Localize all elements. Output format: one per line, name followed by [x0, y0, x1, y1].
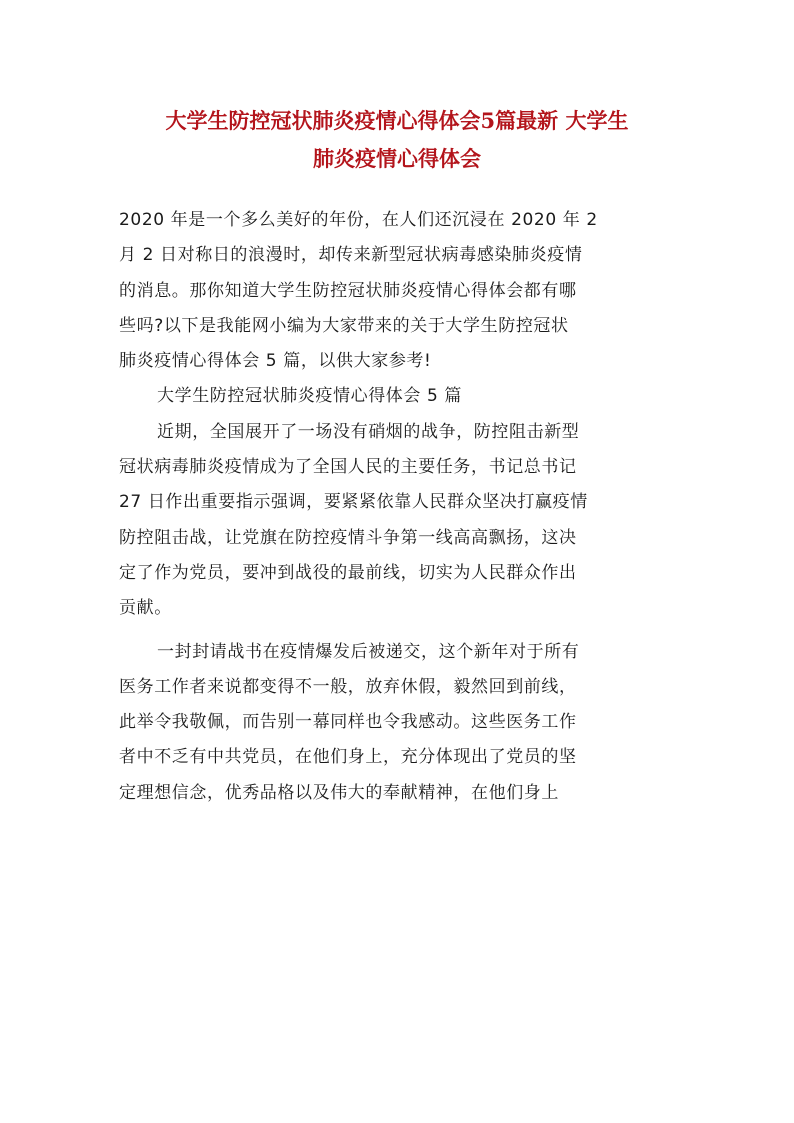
- text-line: 肺炎疫情心得体会 5 篇，以供大家参考!: [119, 351, 432, 372]
- text-line: 一封封请战书在疫情爆发后被递交，这个新年对于所有: [157, 641, 580, 662]
- text-line: 此举令我敬佩，而告别一幕同样也令我感动。这些医务工作: [119, 712, 577, 733]
- paragraph-1: [119, 415, 679, 627]
- document-title: [100, 102, 694, 178]
- text-line: 的消息。那你知道大学生防控冠状肺炎疫情心得体会都有哪: [119, 280, 577, 301]
- document-body: [119, 203, 679, 811]
- text-line: 贡献。: [119, 598, 172, 619]
- text-line: 近期，全国展开了一场没有硝烟的战争，防控阻击新型: [157, 421, 580, 442]
- text-line: 定了作为党员，要冲到战役的最前线，切实为人民群众作出: [119, 562, 577, 583]
- text-line: 冠状病毒肺炎疫情成为了全国人民的主要任务，书记总书记: [119, 457, 577, 478]
- title-line: 肺炎疫情心得体会: [313, 146, 481, 171]
- text-line: 些吗?以下是我能网小编为大家带来的关于大学生防控冠状: [119, 315, 569, 336]
- text-line: 防控阻击战，让党旗在防控疫情斗争第一线高高飘扬，这决: [119, 527, 577, 548]
- text-line: 2020 年是一个多么美好的年份，在人们还沉浸在 2020 年 2: [119, 210, 598, 230]
- text-line: 月 2 日对称日的浪漫时，却传来新型冠状病毒感染肺炎疫情: [119, 245, 583, 266]
- paragraph-spacer: [119, 627, 679, 635]
- text-line: 医务工作者来说都变得不一般，放弃休假，毅然回到前线，: [119, 676, 577, 697]
- text-line: 者中不乏有中共党员，在他们身上，充分体现出了党员的坚: [119, 747, 577, 768]
- paragraph-2: [119, 635, 679, 811]
- intro-paragraph: [119, 203, 679, 379]
- title-line: 大学生防控冠状肺炎疫情心得体会5篇最新 大学生: [165, 108, 629, 133]
- text-line: 定理想信念，优秀品格以及伟大的奉献精神，在他们身上: [119, 782, 559, 803]
- section-subheading: 大学生防控冠状肺炎疫情心得体会 5 篇: [157, 386, 463, 407]
- text-line: 27 日作出重要指示强调，要紧紧依靠人民群众坚决打赢疫情: [119, 492, 588, 513]
